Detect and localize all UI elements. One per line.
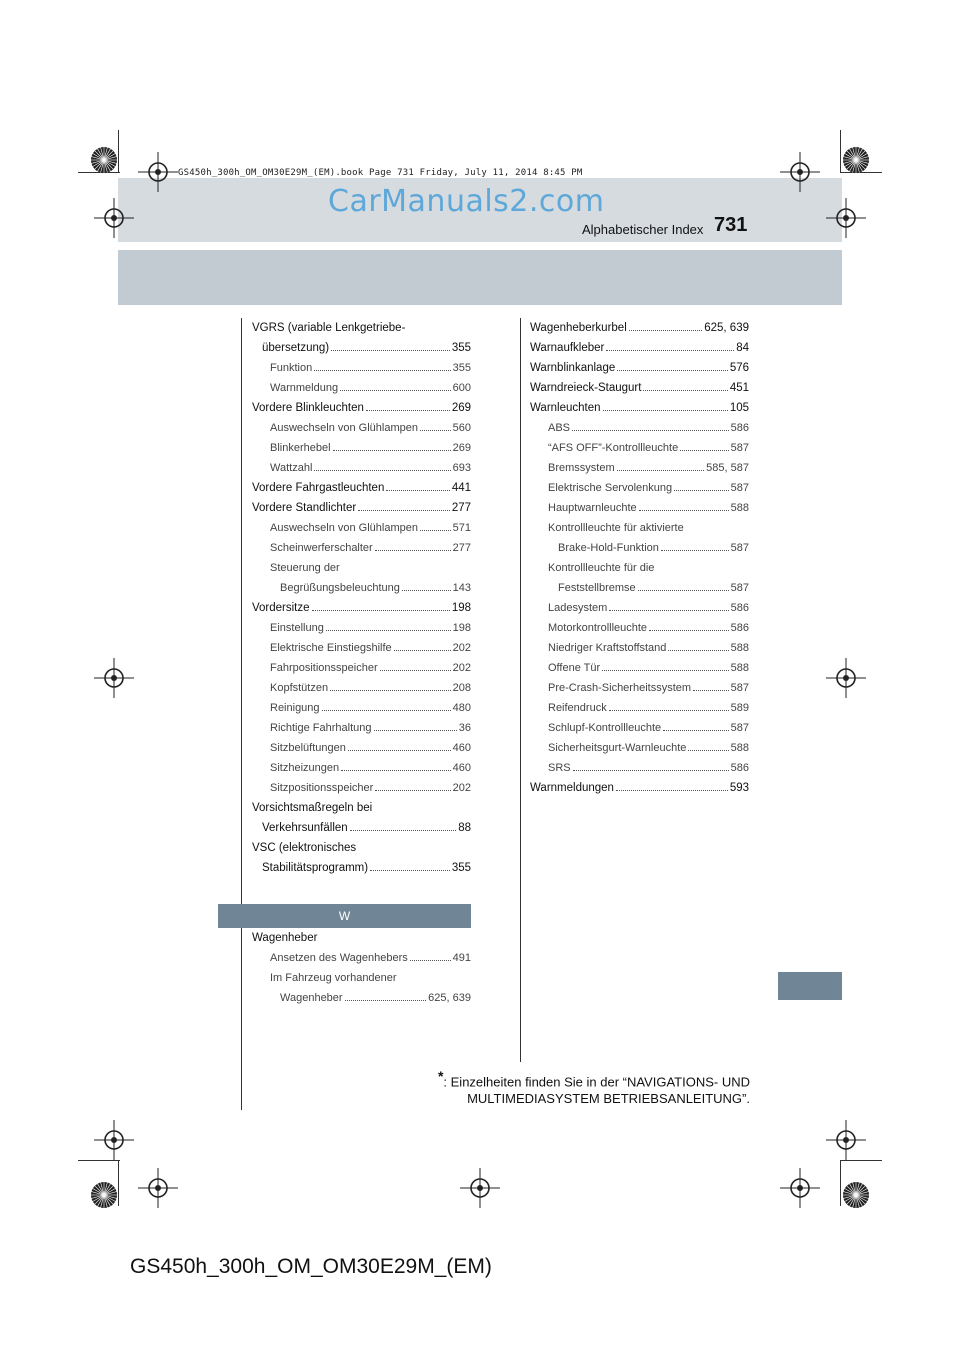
index-entry-term: Funktion [270, 362, 313, 374]
index-entry-term: Vordersitze [252, 602, 310, 614]
dot-leader [680, 450, 728, 451]
registration-crosshair-icon [460, 1168, 500, 1208]
index-entry-term: Motorkontrollleuchte [548, 622, 648, 634]
index-entry-page[interactable]: 441 [451, 482, 471, 494]
index-entry-page[interactable]: 571 [452, 522, 471, 534]
index-entry-page[interactable]: 589 [730, 702, 749, 714]
index-column-right [530, 318, 749, 798]
index-entry-term: Fahrpositionsspeicher [270, 662, 378, 674]
index-entry-page[interactable]: 587 [730, 582, 749, 594]
index-entry [252, 678, 471, 698]
chapter-side-tab [778, 972, 842, 1000]
index-entry-page[interactable]: 586 [730, 422, 749, 434]
index-entry-term: Pre-Crash-Sicherheitssystem [548, 682, 692, 694]
index-entry [530, 358, 749, 378]
index-entry-page[interactable]: 625, 639 [428, 992, 471, 1004]
index-entry-term: SRS [548, 762, 571, 774]
index-entry-page[interactable]: 586 [730, 622, 749, 634]
index-entry-page[interactable]: 588 [730, 742, 749, 754]
index-entry-page[interactable]: 143 [452, 582, 471, 594]
index-entry-term: Warnmeldung [270, 382, 339, 394]
index-entry [252, 338, 471, 358]
index-entry-page[interactable]: 625, 639 [704, 322, 749, 334]
index-entry [530, 418, 749, 438]
index-entry-page[interactable]: 198 [452, 622, 471, 634]
dot-leader [602, 670, 728, 671]
dot-leader [374, 730, 457, 731]
index-entry-page[interactable]: 587 [730, 682, 749, 694]
footnote-line-2: MULTIMEDIASYSTEM BETRIEBSANLEITUNG”. [467, 1091, 750, 1107]
dot-leader [331, 350, 450, 351]
index-entry [252, 418, 471, 438]
index-entry [530, 538, 749, 558]
index-entry-page[interactable]: 600 [452, 382, 471, 394]
registration-crosshair-icon [94, 1120, 134, 1160]
footer-document-code: GS450h_300h_OM_OM30E29M_(EM) [130, 1255, 492, 1278]
index-entry-term: Scheinwerferschalter [270, 542, 373, 554]
index-entry-page[interactable]: 491 [452, 952, 471, 964]
index-entry-term: Niedriger Kraftstoffstand [548, 642, 667, 654]
dot-leader [606, 350, 734, 351]
index-entry-term: Sicherheitsgurt-Warnleuchte [548, 742, 687, 754]
index-entry-term: übersetzung) [262, 342, 330, 354]
index-entry [530, 678, 749, 698]
dot-leader [663, 730, 729, 731]
index-entry [530, 318, 749, 338]
dot-leader [629, 330, 702, 331]
index-entry [530, 458, 749, 478]
dot-leader [326, 630, 451, 631]
index-entry-page[interactable]: 355 [451, 862, 471, 874]
index-entry-term: Vorsichtsmaßregeln bei [252, 802, 373, 814]
dot-leader [375, 550, 451, 551]
index-entry [530, 578, 749, 598]
index-entry [530, 718, 749, 738]
index-entry-term: Steuerung der [270, 562, 340, 574]
registration-crosshair-icon [94, 198, 134, 238]
dot-leader [609, 710, 729, 711]
dot-leader [420, 530, 451, 531]
index-entry-term: Einstellung [270, 622, 324, 634]
index-entry-term: Blinkerhebel [270, 442, 331, 454]
index-entry-term: Verkehrsunfällen [262, 822, 348, 834]
index-entry [252, 618, 471, 638]
index-entry [530, 338, 749, 358]
index-entry-page[interactable]: 586 [730, 762, 749, 774]
registration-crosshair-icon [138, 152, 178, 192]
index-entry-term: Ladesystem [548, 602, 608, 614]
dot-leader [674, 490, 729, 491]
index-entry-page[interactable]: 88 [458, 822, 471, 834]
dot-leader [420, 430, 451, 431]
index-entry-term: Vordere Standlichter [252, 502, 357, 514]
index-entry [252, 478, 471, 498]
index-entry [530, 378, 749, 398]
dot-leader [643, 390, 727, 391]
index-entry [252, 498, 471, 518]
registration-starburst-icon [841, 145, 871, 175]
index-entry-page[interactable]: 451 [729, 382, 749, 394]
dot-leader [312, 610, 450, 611]
index-entry-page[interactable]: 586 [730, 602, 749, 614]
index-entry [252, 538, 471, 558]
index-entry [252, 988, 471, 1008]
registration-crosshair-icon [826, 1120, 866, 1160]
index-entry-term: Reifendruck [548, 702, 607, 714]
index-entry-term: Warndreieck-Staugurt [530, 382, 642, 394]
index-entry [252, 598, 471, 618]
index-entry-page[interactable]: 36 [458, 722, 471, 734]
dot-leader [638, 590, 729, 591]
index-entry-page[interactable]: 277 [452, 542, 471, 554]
index-entry [252, 798, 471, 818]
index-entry [530, 658, 749, 678]
registration-crosshair-icon [780, 1168, 820, 1208]
index-entry-term: Wagenheberkurbel [530, 322, 627, 334]
index-entry-page[interactable]: 588 [730, 502, 749, 514]
index-entry [252, 518, 471, 538]
index-entry [530, 638, 749, 658]
dot-leader [609, 610, 728, 611]
index-entry-term: Wagenheber [280, 992, 343, 1004]
column-divider [520, 318, 521, 1062]
index-entry [530, 498, 749, 518]
index-entry [252, 658, 471, 678]
index-entry [252, 558, 471, 578]
dot-leader [348, 750, 451, 751]
index-entry-page[interactable]: 202 [452, 662, 471, 674]
index-entry-term: Hauptwarnleuchte [548, 502, 637, 514]
index-entry [252, 698, 471, 718]
footnote [430, 1068, 750, 1107]
index-entry-term: Warnblinkanlage [530, 362, 616, 374]
index-entry-term: Sitzpositionsspeicher [270, 782, 374, 794]
section-title: Alphabetischer Index [582, 222, 704, 237]
page-number: 731 [714, 214, 748, 236]
footnote-marker: * [437, 1068, 444, 1084]
index-entry-page[interactable]: 277 [451, 502, 471, 514]
index-entry-term: Vordere Blinkleuchten [252, 402, 364, 414]
index-entry-page[interactable]: 202 [452, 782, 471, 794]
index-entry-page[interactable]: 585, 587 [706, 462, 749, 474]
dot-leader [617, 370, 728, 371]
index-entry-page[interactable]: 269 [452, 442, 471, 454]
index-entry-term: Stabilitätsprogramm) [262, 862, 369, 874]
index-entry-page[interactable]: 693 [452, 462, 471, 474]
index-entry-term: Warnaufkleber [530, 342, 605, 354]
index-entry [530, 758, 749, 778]
index-entry [530, 398, 749, 418]
index-entry-page[interactable]: 460 [452, 762, 471, 774]
dot-leader [330, 690, 451, 691]
index-entry-term: Elektrische Servolenkung [548, 482, 673, 494]
index-entry-term: Sitzheizungen [270, 762, 340, 774]
index-entry-page[interactable]: 208 [452, 682, 471, 694]
registration-starburst-icon [89, 1180, 119, 1210]
registration-crosshair-icon [138, 1168, 178, 1208]
dot-leader [322, 710, 451, 711]
index-entry-page[interactable]: 460 [452, 742, 471, 754]
index-entry [252, 318, 471, 338]
index-entry [530, 738, 749, 758]
index-entry-term: Schlupf-Kontrollleuchte [548, 722, 662, 734]
dot-leader [603, 410, 728, 411]
index-entry [252, 378, 471, 398]
watermark-link[interactable]: CarManuals2.com [328, 184, 605, 219]
index-entry [530, 438, 749, 458]
registration-crosshair-icon [780, 152, 820, 192]
index-entry-page[interactable]: 587 [730, 482, 749, 494]
index-entry-term: “AFS OFF”-Kontrollleuchte [548, 442, 679, 454]
index-entry-page[interactable]: 588 [730, 642, 749, 654]
index-entry [530, 598, 749, 618]
index-entry-term: Kontrollleuchte für aktivierte [548, 522, 684, 534]
index-entry-page[interactable]: 576 [729, 362, 749, 374]
index-entry-page[interactable]: 560 [452, 422, 471, 434]
dot-leader [639, 510, 729, 511]
dot-leader [617, 470, 705, 471]
index-entry [252, 928, 471, 948]
index-entry [252, 458, 471, 478]
dot-leader [341, 770, 451, 771]
index-entry [252, 398, 471, 418]
index-entry [252, 838, 471, 858]
dot-leader [410, 960, 451, 961]
dot-leader [370, 870, 450, 871]
index-entry-page[interactable]: 588 [730, 662, 749, 674]
book-print-line: GS450h_300h_OM_OM30E29M_(EM).book Page 731 Friday, July 11, 2014 8:45 PM [178, 168, 583, 178]
dot-leader [402, 590, 451, 591]
dot-leader [366, 410, 450, 411]
index-entry-page[interactable]: 480 [452, 702, 471, 714]
index-entry-page[interactable]: 587 [730, 722, 749, 734]
index-entry-term: Sitzbelüftungen [270, 742, 346, 754]
index-entry [252, 758, 471, 778]
registration-crosshair-icon [826, 198, 866, 238]
index-entry [252, 948, 471, 968]
index-entry-term: Warnmeldungen [530, 782, 614, 794]
dot-leader [333, 450, 451, 451]
dot-leader [375, 790, 450, 791]
dot-leader [693, 690, 729, 691]
dot-leader [350, 830, 457, 831]
index-entry-term: Auswechseln von Glühlampen [270, 522, 418, 534]
index-entry-term: Begrüßungsbeleuchtung [280, 582, 400, 594]
crop-mark [840, 1160, 882, 1161]
index-entry-page[interactable]: 269 [451, 402, 471, 414]
index-column-w [252, 928, 471, 1008]
index-entry-term: Elektrische Einstiegshilfe [270, 642, 392, 654]
index-entry [252, 778, 471, 798]
left-margin-rule [241, 318, 242, 1110]
registration-starburst-icon [841, 1180, 871, 1210]
dot-leader [358, 510, 450, 511]
index-column-left [252, 318, 471, 878]
index-entry-term: Offene Tür [548, 662, 601, 674]
index-entry-page[interactable]: 355 [452, 362, 471, 374]
index-entry-term: Richtige Fahrhaltung [270, 722, 372, 734]
index-entry [530, 778, 749, 798]
index-entry-term: Brake-Hold-Funktion [558, 542, 659, 554]
dot-leader [572, 430, 729, 431]
dot-leader [380, 670, 451, 671]
crop-mark [78, 1160, 120, 1161]
index-entry [530, 558, 749, 578]
dot-leader [616, 790, 728, 791]
letter-heading-w: W [218, 904, 471, 928]
index-entry-page[interactable]: 355 [451, 342, 471, 354]
dot-leader [573, 770, 729, 771]
index-entry-page[interactable]: 84 [736, 342, 749, 354]
index-entry-term: Auswechseln von Glühlampen [270, 422, 418, 434]
registration-crosshair-icon [826, 658, 866, 698]
index-entry-term: Wagenheber [252, 932, 318, 944]
dot-leader [688, 750, 728, 751]
index-entry-page[interactable]: 587 [730, 542, 749, 554]
index-entry-term: Warnleuchten [530, 402, 601, 414]
registration-crosshair-icon [94, 658, 134, 698]
footnote-line-1: : Einzelheiten finden Sie in der “NAVIGATIONS- UND [443, 1074, 750, 1090]
index-entry [252, 738, 471, 758]
index-entry-term: Wattzahl [270, 462, 313, 474]
index-entry [530, 478, 749, 498]
index-entry [252, 638, 471, 658]
dot-leader [649, 630, 729, 631]
index-entry [252, 358, 471, 378]
index-entry-term: Kopfstützen [270, 682, 329, 694]
index-entry-term: Im Fahrzeug vorhandener [270, 972, 397, 984]
dot-leader [394, 650, 451, 651]
index-entry [252, 718, 471, 738]
dot-leader [668, 650, 728, 651]
index-entry-term: ABS [548, 422, 571, 434]
index-entry-term: Vordere Fahrgastleuchten [252, 482, 385, 494]
index-entry [530, 618, 749, 638]
index-entry-page[interactable]: 105 [729, 402, 749, 414]
dot-leader [386, 490, 449, 491]
index-entry-term: Feststellbremse [558, 582, 636, 594]
index-entry-page[interactable]: 202 [452, 642, 471, 654]
dot-leader [661, 550, 729, 551]
header-band-lower [118, 250, 842, 305]
index-entry [252, 438, 471, 458]
index-entry-term: Bremssystem [548, 462, 615, 474]
dot-leader [314, 370, 450, 371]
index-entry [252, 818, 471, 838]
index-entry [252, 858, 471, 878]
index-entry-page[interactable]: 587 [730, 442, 749, 454]
index-entry-term: Ansetzen des Wagenhebers [270, 952, 408, 964]
dot-leader [314, 470, 450, 471]
dot-leader [345, 1000, 427, 1001]
index-entry [530, 698, 749, 718]
dot-leader [340, 390, 451, 391]
index-entry-term: Kontrollleuchte für die [548, 562, 655, 574]
index-entry-term: VGRS (variable Lenkgetriebe- [252, 322, 406, 334]
index-entry-page[interactable]: 198 [451, 602, 471, 614]
index-entry-term: VSC (elektronisches [252, 842, 357, 854]
index-entry [252, 968, 471, 988]
index-entry [530, 518, 749, 538]
registration-starburst-icon [89, 145, 119, 175]
index-entry [252, 578, 471, 598]
index-entry-term: Reinigung [270, 702, 320, 714]
index-entry-page[interactable]: 593 [729, 782, 749, 794]
